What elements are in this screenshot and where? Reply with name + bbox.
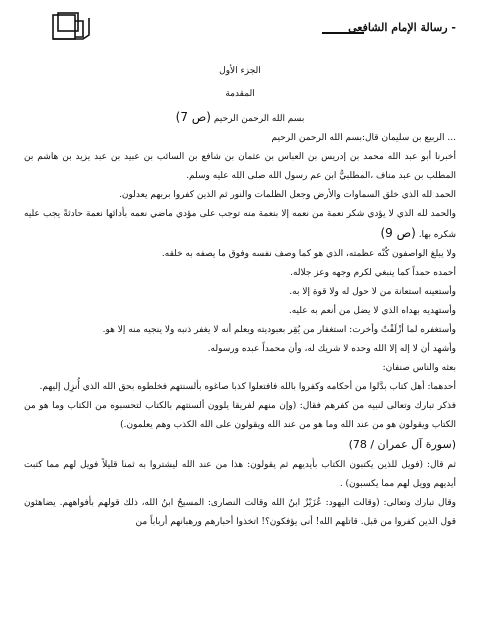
wasf-paragraph: ولا يبلغ الواصفون كُنْه عظمته، الذي هو كما وصف نفسه وفوق ما يصفه به خلقه. (161, 249, 456, 259)
book-pages-icon (52, 12, 92, 42)
shahada-paragraph: وأشهد أن لا إله إلا الله وحده لا شريك له، وأن محمداً عبده ورسوله. (207, 344, 456, 354)
part-heading: الجزء الأول (219, 66, 261, 76)
hamd-page-ref: (ص 9) (380, 226, 416, 240)
quran-ref: (سورة آل عمران / 78) (348, 438, 456, 451)
ahl-kitab-paragraph: أحدهما: أهل كتاب بدَّلوا من أحكامه وكفروا بالله فافتعلوا كذبا صاغوه بألسنتهم فخلطوه بحق الله الذي أُنزِل إليهم. (39, 382, 456, 392)
basmala-line (24, 108, 456, 129)
basmala-page-ref: (ص 7) (175, 110, 211, 124)
hamd-paragraph-2-text: والحمد لله الذي لا يؤدي شكر نعمة من نعمه إلا بنعمة منه توجب على مؤدي ماضي نعمه بأدائها نعمة حادثةً يجب عليه شكره بها. (24, 209, 456, 240)
baath-paragraph: بعثه والناس صنفان: (382, 363, 456, 373)
quran-paragraph-1: فذكر تبارك وتعالى لنبيه من كفرهم فقال: (وإن منهم لفريقا يلوون ألسنتهم بالكتاب لتحسبوه من الكتاب وما هو من الكتاب ويقولون هو من عند الله وما هو من عند الله ويقولون على الله الكذب وهم يعلمون.) (24, 401, 456, 430)
ahmaduhu-paragraph: أحمده حمداً كما ينبغي لكرم وجهه وعز جلاله. (290, 268, 456, 278)
lineage-paragraph: أخبرنا أبو عبد الله محمد بن إدريس بن العباس بن عثمان بن شافع بن السائب بن عبيد بن عبد يزيد بن هاشم بن المطلب بن عبد مناف ،المطلبيُّ ابن عم رسول الله صلى الله عليه وسلم. (24, 152, 456, 181)
intro-heading: المقدمة (225, 89, 255, 99)
quran-ref-line (24, 435, 456, 456)
astaeenuhu-paragraph: وأستعينه استعانة من لا حول له ولا قوة إلا به. (289, 287, 456, 297)
chain-line: ... الربيع بن سليمان قال:بسم الله الرحمن الرحيم (271, 133, 456, 143)
astaghfiruhu-paragraph: وأستغفره لما أزْلَفْتُ وأخرت: استغفار من يُقِر بعبوديته ويعلم أنه لا يغفر ذنبه ولا ينجيه منه إلا هو. (102, 325, 456, 335)
hamd-paragraph-1: الحمد لله الذي خلق السماوات والأرض وجعل الظلمات والنور ثم الذين كفروا بربهم يعدلون. (119, 190, 456, 200)
hamd-paragraph-2 (24, 205, 456, 245)
basmala-text: بسم الله الرحمن الرحيم (213, 114, 305, 124)
header-title: - رسالة الإمام الشافعي (348, 21, 456, 34)
quran-paragraph-2: ثم قال: (فويل للذين يكتبون الكتاب بأيديهم ثم يقولون: هذا من عند الله ليشتروا به ثمنا قليلاً فويل لهم مما كتبت أيديهم وويل لهم مما يكسبون) . (24, 460, 456, 489)
page-header (0, 10, 480, 46)
astahdeehi-paragraph: وأستهديه بهداه الذي لا يضل من أنعم به عليه. (288, 306, 456, 316)
document-body (24, 62, 456, 634)
quran-paragraph-3: وقال تبارك وتعالى: (وقالت اليهود: عُزَيْزٌ ابنُ الله وقالت النصارى: المسيحُ ابنُ الله، ذلك قولهم بأفواههم. يضاهئون قول الذين كفروا من قبل. قاتلهم الله! أنى يؤفكون؟! اتخذوا أحبارهم ورهبانهم أرباباً من (24, 498, 456, 527)
